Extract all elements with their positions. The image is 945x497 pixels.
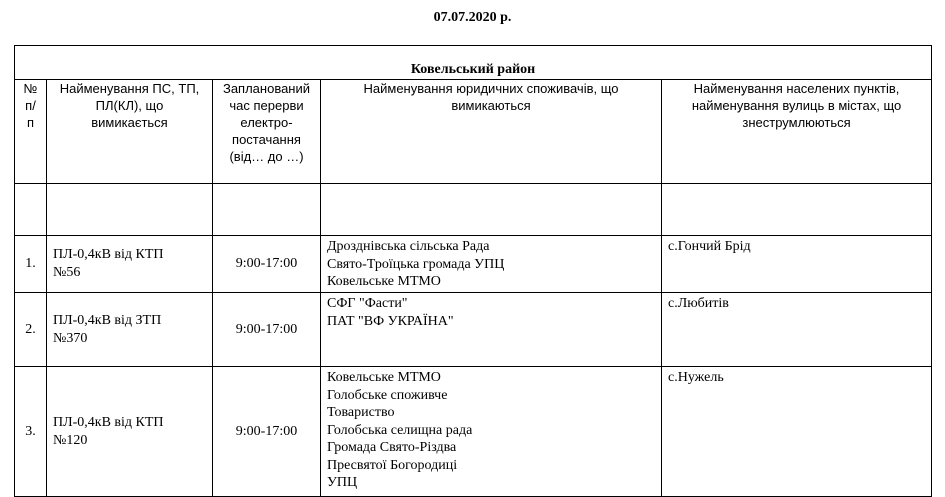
consumer-line: УПЦ <box>327 475 358 490</box>
table-row <box>15 236 932 293</box>
header-time-line: час перерви <box>229 98 304 113</box>
header-time <box>213 80 321 184</box>
table-row <box>15 367 932 497</box>
outage-table <box>14 45 932 497</box>
row-object-line: ПЛ-0,4кВ від КТП <box>53 414 164 430</box>
table-row <box>15 293 932 367</box>
header-object-line: ПЛ(КЛ), що <box>95 98 164 113</box>
empty-cell <box>662 184 932 236</box>
row-object-line: №56 <box>53 265 81 280</box>
document-date: 07.07.2020 р. <box>433 10 512 25</box>
consumer-line: Громада Свято-Різдва <box>327 440 457 455</box>
empty-cell <box>213 184 321 236</box>
header-time-line: електро- <box>240 115 293 130</box>
header-locations-line: Найменування населених пунктів, <box>693 81 900 96</box>
consumer-line: СФГ "Фасти" <box>327 296 408 311</box>
header-row <box>15 80 932 184</box>
row-number: 2. <box>15 293 47 367</box>
row-object-line: №120 <box>53 432 88 448</box>
header-num-line: № <box>23 81 38 96</box>
empty-cell <box>15 184 47 236</box>
header-consumers-line: Найменування юридичних споживачів, що <box>363 81 619 96</box>
header-time-line: постачання <box>232 132 301 147</box>
empty-cell <box>321 184 662 236</box>
empty-cell <box>47 184 213 236</box>
header-num-line: п/ <box>25 98 36 113</box>
row-time: 9:00-17:00 <box>213 293 321 367</box>
row-object <box>47 293 213 367</box>
header-num <box>15 80 47 184</box>
consumer-line: Голобська селищна рада <box>327 422 473 438</box>
header-locations-line: найменування вулиць в містах, що <box>691 98 902 113</box>
consumer-line: Свято-Троїцька громада УПЦ <box>327 256 505 272</box>
header-consumers-line: вимикаються <box>451 98 531 113</box>
row-location: с.Любитів <box>662 293 932 367</box>
consumer-line: Ковельське МТМО <box>327 370 441 385</box>
header-consumers <box>321 80 662 184</box>
header-locations <box>662 80 932 184</box>
row-location: с.Нужель <box>662 367 932 497</box>
row-object-line: ПЛ-0,4кВ від ЗТП <box>53 312 162 328</box>
row-consumers <box>321 236 662 293</box>
region-title: Ковельський район <box>15 46 932 80</box>
header-locations-line: знеструмлюються <box>742 115 851 130</box>
consumer-line: ПАТ "ВФ УКРАЇНА" <box>327 313 454 329</box>
header-object-line: вимикається <box>91 115 168 130</box>
consumer-line: Товариство <box>327 405 395 420</box>
row-time: 9:00-17:00 <box>213 367 321 497</box>
empty-row <box>15 184 932 236</box>
row-number: 1. <box>15 236 47 293</box>
row-object <box>47 236 213 293</box>
header-time-line: (від… до …) <box>229 149 304 164</box>
row-object-line: №370 <box>53 330 88 346</box>
row-time: 9:00-17:00 <box>213 236 321 293</box>
row-consumers <box>321 293 662 367</box>
consumer-line: Дрозднівська сільська Рада <box>327 239 490 254</box>
header-time-line: Запланований <box>222 81 311 96</box>
row-number: 3. <box>15 367 47 497</box>
row-location: с.Гончий Брід <box>662 236 932 293</box>
region-row <box>15 46 932 80</box>
row-object-line: ПЛ-0,4кВ від КТП <box>53 247 164 262</box>
consumer-line: Ковельське МТМО <box>327 274 441 289</box>
consumer-line: Пресвятої Богородиці <box>327 457 458 473</box>
header-object-line: Найменування ПС, ТП, <box>59 81 200 96</box>
consumer-line: Голобське споживче <box>327 387 448 403</box>
row-object <box>47 367 213 497</box>
header-object <box>47 80 213 184</box>
row-consumers <box>321 367 662 497</box>
header-num-line: п <box>26 115 35 130</box>
